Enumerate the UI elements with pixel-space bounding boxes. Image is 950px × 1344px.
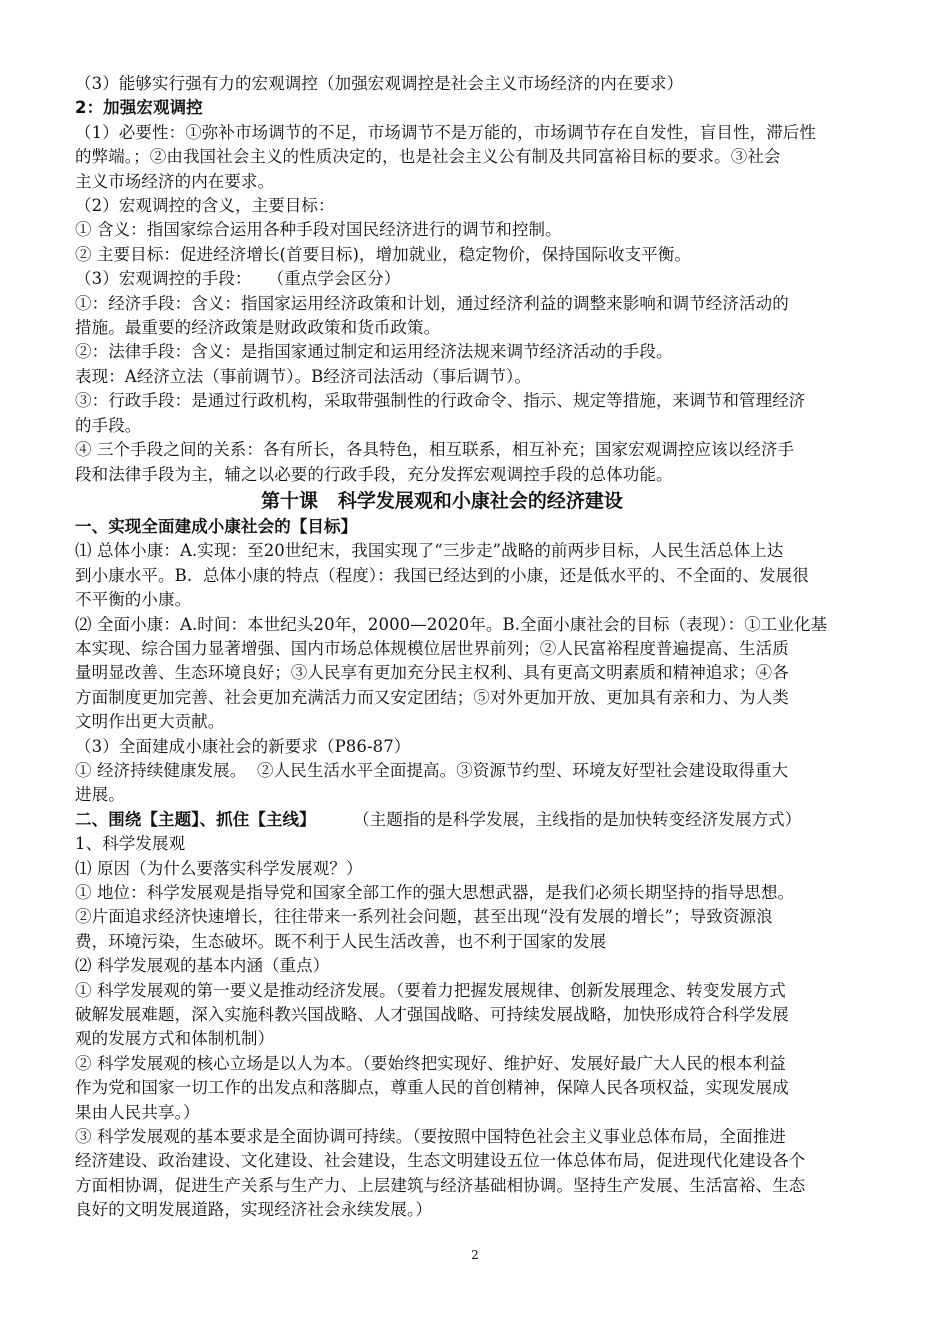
text-line: （3）能够实行强有力的宏观调控（加强宏观调控是社会主义市场经济的内在要求） — [75, 74, 684, 93]
text-line: 作为党和国家一切工作的出发点和落脚点，尊重人民的首创精神，保障人民各项权益，实现发展成 — [75, 1078, 789, 1098]
text-line: 文明作出更大贡献。 — [75, 712, 225, 732]
text-line: 的手段。 — [75, 415, 142, 435]
subheading-line — [75, 808, 883, 832]
text-line: ⑵ 全面小康：A.时间：本世纪头20年，2000—2020年。B.全面小康社会的目标（表现）：①工业化基 — [75, 614, 828, 634]
text-line: ③ 科学发展观的基本要求是全面协调可持续。（要按照中国特色社会主义事业总体布局，全面推进 — [75, 1127, 786, 1147]
text-line: （3）全面建成小康社会的新要求（P86-87） — [75, 736, 411, 756]
text-line: 本实现、综合国力显著增强、国内市场总体规模位居世界前列；②人民富裕程度普遍提高、生活质 — [75, 638, 789, 658]
text-line: 的弊端。；②由我国社会主义的性质决定的，也是社会主义公有制及共同富裕目标的要求。③社会 — [75, 147, 781, 167]
text-line: 经济建设、政治建设、文化建设、社会建设，生态文明建设五位一体总体布局，促进现代化建设各个 — [75, 1151, 806, 1171]
text-line: ⑴ 原因（为什么要落实科学发展观？） — [75, 858, 363, 878]
text-line: ④ 三个手段之间的关系：各有所长，各具特色，相互联系，相互补充；国家宏观调控应该以经济手 — [75, 440, 795, 460]
text-line: ① 地位：科学发展观是指导党和国家全部工作的强大思想武器，是我们必须长期坚持的指导思想。 — [75, 883, 795, 902]
text-line: 进展。 — [75, 785, 125, 805]
subheading-note: （主题指的是科学发展，主线指的是加快转变经济发展方式） — [315, 809, 802, 829]
text-line: ③：行政手段：是通过行政机构，采取带强制性的行政命令、指示、规定等措施，来调节和管理经济 — [75, 391, 806, 411]
text-line: 到小康水平。B. 总体小康的特点（程度）：我国已经达到的小康，还是低水平的、不全面的、发展很 — [75, 565, 809, 585]
text-line: ⑵ 科学发展观的基本内涵（重点） — [75, 956, 330, 976]
text-line: 不平衡的小康。 — [75, 590, 192, 610]
text-line: ① 科学发展观的第一要义是推动经济发展。（要着力把握发展规律、创新发展理念、转变发展方式 — [75, 980, 786, 1000]
text-line: 果由人民共享。） — [75, 1102, 200, 1122]
text-line: （3）宏观调控的手段： （重点学会区分） — [75, 269, 401, 289]
subheading-line: 一、实现全面建成小康社会的【目标】 — [75, 516, 358, 536]
text-line: 破解发展难题，深入实施科教兴国战略、人才强国战略、可持续发展战略，加快形成符合科学发展 — [75, 1005, 789, 1025]
section-heading: 第十课 科学发展观和小康社会的经济建设 — [261, 489, 623, 512]
text-line: 措施。最重要的经济政策是财政政策和货币政策。 — [75, 318, 441, 338]
text-line: 良好的文明发展道路，实现经济社会永续发展。） — [75, 1200, 432, 1220]
text-line: 主义市场经济的内在要求。 — [75, 171, 275, 191]
text-line: ⑴ 总体小康：A.实现：至20世纪末，我国实现了“三步走”战略的前两步目标，人民生活总体上达 — [75, 541, 784, 561]
text-line: 费，环境污染，生态破坏。既不利于人民生活改善，也不利于国家的发展 — [75, 931, 607, 951]
text-line: 段和法律手段为主，辅之以必要的行政手段，充分发挥宏观调控手段的总体功能。 — [75, 464, 673, 484]
text-line: ① 经济持续健康发展。 ②人民生活水平全面提高。③资源节约型、环境友好型社会建设取得重大 — [75, 760, 789, 780]
text-line: 量明显改善、生态环境良好；③人民享有更加充分民主权利、具有更高文明素质和精神追求；④各 — [75, 663, 789, 683]
document-page — [75, 72, 883, 1223]
subheading-line: 2：加强宏观调控 — [75, 98, 203, 118]
text-line: （1）必要性：①弥补市场调节的不足，市场调节不是万能的，市场调节存在自发性，盲目性，滞后性 — [75, 122, 816, 142]
page-number: 2 — [471, 1248, 479, 1262]
text-line: ① 含义：指国家综合运用各种手段对国民经济进行的调节和控制。 — [75, 220, 562, 240]
text-line: ②：法律手段：含义：是指国家通过制定和运用经济法规来调节经济活动的手段。 — [75, 342, 673, 362]
text-line: ②片面追求经济快速增长，往往带来一系列社会问题，甚至出现“没有发展的增长”；导致资源浪 — [75, 907, 773, 927]
text-line: 方面制度更加完善、社会更加充满活力而又安定团结；⑤对外更加开放、更加具有亲和力、为人类 — [75, 687, 789, 707]
text-line: 表现：A经济立法（事前调节）。B经济司法活动（事后调节）。 — [75, 366, 531, 386]
text-line: ② 科学发展观的核心立场是以人为本。（要始终把实现好、维护好、发展好最广大人民的根本利益 — [75, 1053, 786, 1073]
text-line: ①：经济手段：含义：指国家运用经济政策和计划，通过经济利益的调整来影响和调节经济活动的 — [75, 293, 789, 313]
subheading-text: 二、围绕【主题】、抓住【主线】 — [75, 809, 316, 829]
text-line: 方面相协调，促进生产关系与生产力、上层建筑与经济基础相协调。坚持生产发展、生活富裕、生态 — [75, 1175, 806, 1195]
text-line: （2）宏观调控的含义，主要目标： — [75, 196, 335, 216]
text-line: ② 主要目标：促进经济增长(首要目标)，增加就业，稳定物价，保持国际收支平衡。 — [75, 244, 692, 264]
text-line: 观的发展方式和体制机制） — [75, 1029, 275, 1049]
text-line: 1、科学发展观 — [75, 834, 186, 854]
